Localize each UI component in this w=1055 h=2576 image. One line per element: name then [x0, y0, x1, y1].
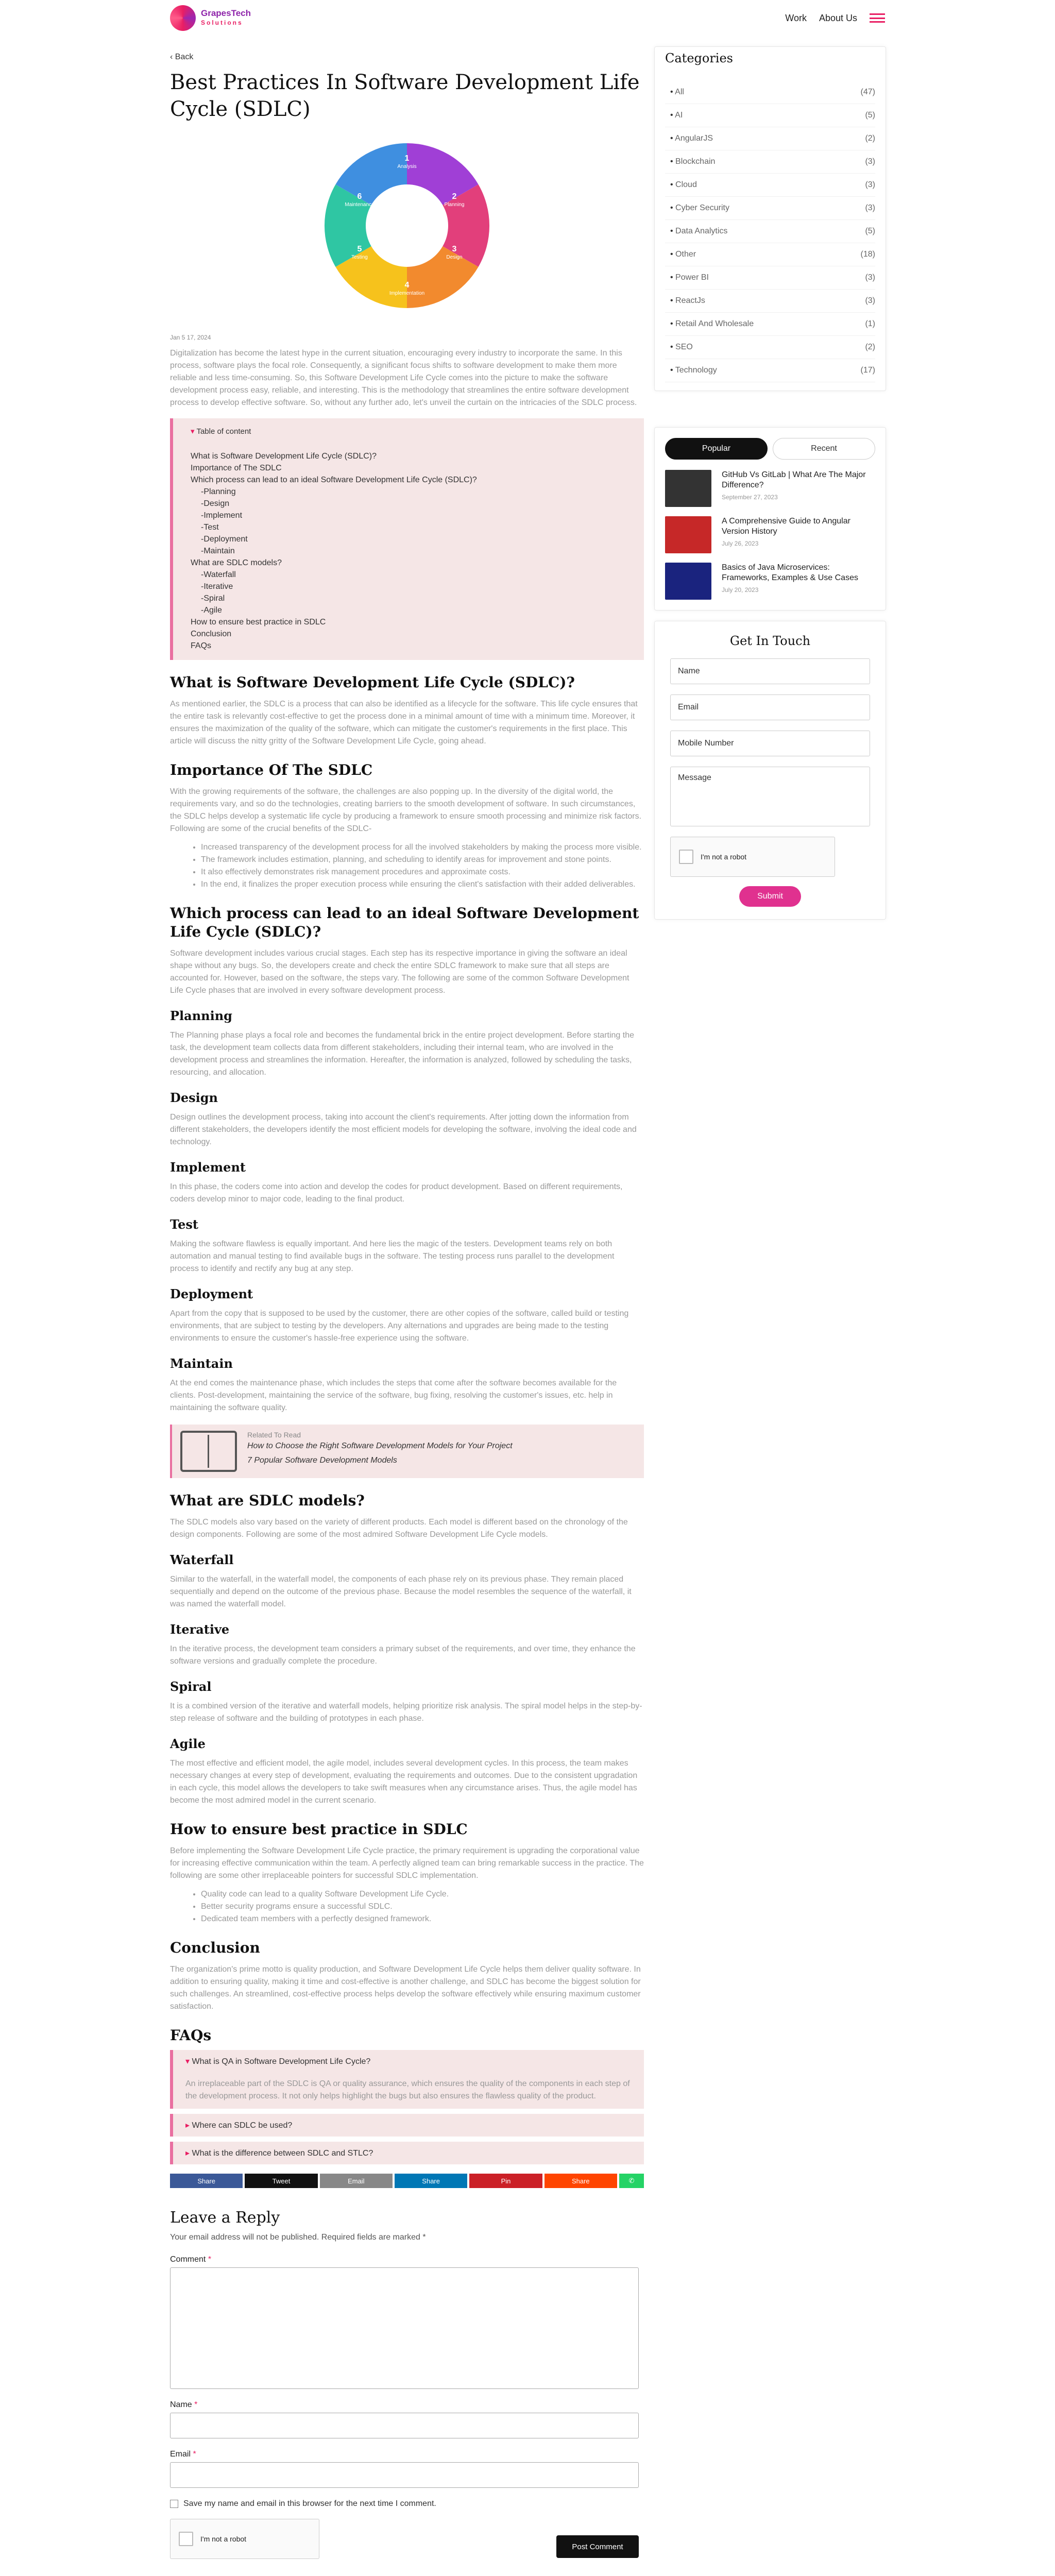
category-name: • SEO: [670, 343, 693, 352]
toc-item[interactable]: -Test: [201, 523, 219, 532]
toc-item[interactable]: -Iterative: [201, 582, 233, 591]
nav-about[interactable]: About Us: [819, 12, 857, 23]
category-item[interactable]: [665, 290, 875, 313]
category-count: (18): [860, 250, 875, 259]
toc-item[interactable]: Which process can lead to an ideal Software Development Life Cycle (SDLC)?: [191, 476, 477, 484]
contact-title: Get In Touch: [729, 634, 811, 648]
heading-maintain: Maintain: [170, 1356, 233, 1371]
para-which: Software development includes various crucial stages. Each step has its respective importance in giving the software an ideal shape without any bugs. So, the developers create and check the entire SDLC framework to make sure that all steps are accounted for. However, based on the software, the steps vary. The following are some of the common Software Development Life Cycle phases that are involved in every software development process.: [170, 949, 629, 995]
category-item[interactable]: [665, 336, 875, 359]
wheel-label: Planning: [444, 202, 465, 208]
toc-item[interactable]: -Spiral: [201, 594, 225, 603]
toc-item[interactable]: -Waterfall: [201, 570, 236, 579]
heading-models: What are SDLC models?: [170, 1492, 365, 1509]
recaptcha-label: I'm not a robot: [701, 853, 747, 861]
svg-text:3: 3: [452, 245, 457, 253]
heading-deployment: Deployment: [170, 1286, 253, 1301]
svg-text:2: 2: [452, 192, 457, 201]
category-name: • Other: [670, 250, 696, 259]
svg-text:1: 1: [404, 154, 410, 163]
comment-field[interactable]: [170, 2267, 639, 2389]
category-item[interactable]: [665, 243, 875, 266]
para-maintain: At the end comes the maintenance phase, which includes the steps that come after the software becomes available for the clients. Post-development, maintaining the service of the software, bug fixing, resolving the customer's issues, etc. help in maintaining the software quality.: [170, 1379, 617, 1412]
toc-item[interactable]: -Design: [201, 499, 230, 508]
heading-importance: Importance Of The SDLC: [170, 761, 373, 778]
svg-text:6: 6: [357, 192, 362, 201]
sidebar-post[interactable]: [665, 470, 875, 507]
heading-design: Design: [170, 1090, 218, 1105]
toc-item[interactable]: How to ensure best practice in SDLC: [191, 618, 326, 626]
post-thumbnail: [665, 470, 711, 507]
para-what: As mentioned earlier, the SDLC is a process that can also be identified as a lifecycle for the software. This life cycle ensures that the entire task is relevantly cost-effective to get the process done in a minimal amount of time with a minimum time. Moreover, it ensures the maximization of the quality of the software, which can mitigate the customer's requirements in the first place. This article will discuss the nitty gritty of the Software Development Life Cycle, going ahead.: [170, 700, 638, 745]
tab-recent[interactable]: Recent: [773, 438, 875, 460]
category-count: (1): [865, 319, 875, 328]
category-item[interactable]: [665, 266, 875, 290]
heading-waterfall: Waterfall: [170, 1552, 234, 1567]
toc-item[interactable]: -Deployment: [201, 535, 248, 544]
category-item[interactable]: [665, 150, 875, 174]
para-models: The SDLC models also vary based on the variety of different products. Each model is different based on the chronology of the design components. Following are some of the most admired Software Development Life Cycle models.: [170, 1518, 628, 1539]
post-thumbnail: [665, 516, 711, 553]
toc-item[interactable]: -Implement: [201, 511, 243, 520]
category-count: (2): [865, 134, 875, 143]
page-title: Best Practices In Software Development Life Cycle (SDLC): [170, 71, 640, 121]
header: [0, 0, 1055, 36]
posts-card: [654, 427, 886, 611]
heading-spiral: Spiral: [170, 1679, 212, 1694]
categories-title: Categories: [665, 51, 733, 65]
category-name: • Retail And Wholesale: [670, 319, 754, 329]
post-title[interactable]: A Comprehensive Guide to Angular Version History: [722, 517, 850, 536]
list-item: • The framework includes estimation, planning, and scheduling to identify areas for improvement and stone points.: [201, 854, 644, 866]
heading-conclusion: Conclusion: [170, 1939, 260, 1956]
category-item[interactable]: [665, 197, 875, 220]
category-name: • AngularJS: [670, 134, 713, 143]
category-count: (3): [865, 204, 875, 212]
faq-answer: An irreplaceable part of the SDLC is QA or quality assurance, which ensures the quality of the components in each step of the development process. It not only helps highlight the bugs but also ensures the flawless quality of the product.: [185, 2079, 630, 2100]
tab-popular[interactable]: Popular: [665, 438, 768, 460]
para-spiral: It is a combined version of the iterative and waterfall models, helping prioritize risk analysis. The spiral model helps in the step-by-step release of software and the building of prototypes in each phase.: [170, 1702, 642, 1723]
category-count: (3): [865, 296, 875, 305]
category-count: (5): [865, 111, 875, 120]
category-count: (3): [865, 180, 875, 189]
toc-item[interactable]: -Maintain: [201, 547, 235, 555]
name-label: Name *: [170, 2400, 198, 2409]
share-bar: [170, 2174, 644, 2188]
related-box: [170, 1425, 644, 1478]
para-planning: The Planning phase plays a focal role and becomes the fundamental brick in the entire project development. Before starting the task, the development team collects data from different stakeholders, including their internal team, who are involved in the development process and streamlines the information. Hereafter, the information is analyzed, followed by scheduling the tasks, resourcing, and allocation.: [170, 1031, 634, 1077]
comment-form: [170, 2209, 644, 2576]
list-item: • In the end, it finalizes the proper execution process while ensuring the client's satisfaction with their added deliverables.: [201, 878, 644, 891]
related-link[interactable]: 7 Popular Software Development Models: [247, 1456, 397, 1465]
related-label: Related To Read: [247, 1431, 301, 1439]
heading-implement: Implement: [170, 1160, 246, 1175]
faq-item[interactable]: [170, 2142, 644, 2164]
para-agile: The most effective and efficient model, the agile model, includes several development cycles. In this process, the team makes necessary changes at every step of development, evaluating the requirements and outcomes. Due to the consistent upgradation in each cycle, this model allows the developers to take swift measures when any circumstance arises. Thus, the agile model has become the most admired model in the current scenario.: [170, 1759, 638, 1805]
email-field[interactable]: [170, 2462, 639, 2488]
email-share-button[interactable]: Email: [320, 2174, 393, 2188]
category-name: • Data Analytics: [670, 227, 727, 236]
sidebar-post[interactable]: [665, 516, 875, 553]
nav-work[interactable]: Work: [785, 12, 807, 23]
wheel-label: Maintenance: [345, 202, 375, 208]
category-item[interactable]: [665, 81, 875, 104]
sdlc-wheel-image: [319, 138, 495, 313]
sidebar: [654, 46, 886, 920]
related-link[interactable]: How to Choose the Right Software Development Models for Your Project: [247, 1442, 513, 1450]
grape-logo-icon: [170, 5, 196, 31]
category-item[interactable]: [665, 104, 875, 127]
category-name: • Cyber Security: [670, 204, 729, 213]
heading-which: Which process can lead to an ideal Software Development Life Cycle (SDLC)?: [170, 905, 639, 940]
faq-question[interactable]: ▸ What is the difference between SDLC and STLC?: [185, 2148, 632, 2158]
wheel-label: Analysis: [397, 164, 417, 170]
contact-name-field[interactable]: Name: [670, 658, 870, 684]
toc-item[interactable]: Conclusion: [191, 630, 232, 638]
para-test: Making the software flawless is equally important. And here lies the magic of the testers. Development teams rely on both automation and manual testing to find available bugs in the software. The testing process runs parallel to the development process to identify and rectify any bug at any step.: [170, 1240, 615, 1273]
post-title[interactable]: Basics of Java Microservices: Frameworks, Examples & Use Cases: [722, 563, 858, 582]
svg-text:5: 5: [357, 245, 362, 253]
faq-question[interactable]: ▸ Where can SDLC be used?: [185, 2120, 632, 2130]
toc-item[interactable]: -Agile: [201, 606, 222, 615]
heading-ensure: How to ensure best practice in SDLC: [170, 1821, 468, 1838]
wheel-label: Implementation: [389, 291, 425, 296]
category-count: (3): [865, 273, 875, 282]
linkedin-share-button[interactable]: Share: [395, 2174, 467, 2188]
menu-icon[interactable]: [870, 13, 885, 23]
category-count: (5): [865, 227, 875, 235]
category-item[interactable]: [665, 359, 875, 382]
brand-logo[interactable]: [170, 5, 251, 31]
heading-test: Test: [170, 1217, 198, 1232]
category-name: • ReactJs: [670, 296, 705, 306]
category-name: • All: [670, 88, 684, 97]
toc-item[interactable]: What is Software Development Life Cycle (SDLC)?: [191, 452, 377, 461]
table-of-contents: [170, 418, 644, 660]
contact-email-field[interactable]: Email: [670, 694, 870, 720]
list-item: • Better security programs ensure a successful SDLC.: [201, 1901, 644, 1913]
post-comment-button[interactable]: Post Comment: [556, 2535, 639, 2558]
save-info-label: Save my name and email in this browser for the next time I comment.: [183, 2499, 436, 2508]
category-item[interactable]: [665, 220, 875, 243]
reply-title: Leave a Reply: [170, 2209, 280, 2227]
heading-what: What is Software Development Life Cycle (SDLC)?: [170, 674, 575, 691]
category-count: (47): [860, 88, 875, 96]
intro-text: Digitalization has become the latest hype in the current situation, encouraging every industry to incorporate the same. In this process, software plays the focal role. Consequently, a significant focus shifts to software development to make them more reliable and less time-consuming. So, this Software Development Life Cycle comes into the picture to make the software development process easy, reliable, and interesting. This is the methodology that streamlines the entire software development process to develop effective software. So, without any further ado, let's unveil the curtain on the intricacies of the SDLC process.: [170, 349, 637, 407]
category-item[interactable]: [665, 313, 875, 336]
article: [170, 46, 644, 2576]
category-item[interactable]: [665, 127, 875, 150]
email-label: Email *: [170, 2450, 196, 2459]
para-iterative: In the iterative process, the development team considers a primary subset of the requirements, and over time, they enhance the software versions and gradually complete the procedure.: [170, 1645, 636, 1666]
para-ensure: Before implementing the Software Development Life Cycle practice, the primary requirement is upgrading the corporational value for increasing effective communication within the team. A perfectly aligned team can bring remarkable success in the practice. The following are some other irreplaceable pointers for successful SDLC implementation.: [170, 1846, 644, 1880]
recaptcha-checkbox[interactable]: [679, 850, 693, 864]
list-item: • Quality code can lead to a quality Software Development Life Cycle.: [201, 1888, 644, 1901]
contact-card: [654, 621, 886, 920]
para-deployment: Apart from the copy that is supposed to be used by the customer, there are other copies of the software, called build or testing environments, that are subject to testing by the developers. Any alternations and upgrades are being made to the testing environments to ensure the customer's hassle-free experience using the software.: [170, 1309, 629, 1343]
toc-item[interactable]: -Planning: [201, 487, 236, 496]
list-item: • It also effectively demonstrates risk management procedures and approximate costs.: [201, 866, 644, 878]
category-name: • AI: [670, 111, 683, 120]
recaptcha-widget: [670, 837, 835, 877]
whatsapp-share-button[interactable]: ✆: [619, 2174, 644, 2188]
recaptcha-label: I'm not a robot: [200, 2535, 247, 2543]
categories-card: [654, 46, 886, 391]
category-name: • Technology: [670, 366, 717, 375]
contact-mobile-field[interactable]: Mobile Number: [670, 731, 870, 756]
toc-toggle[interactable]: ▾ Table of content: [191, 427, 634, 436]
back-link[interactable]: ‹ Back: [170, 53, 194, 61]
category-item[interactable]: [665, 174, 875, 197]
toc-item[interactable]: What are SDLC models?: [191, 558, 282, 567]
category-count: (2): [865, 343, 875, 351]
reddit-share-button[interactable]: Share: [544, 2174, 617, 2188]
heading-planning: Planning: [170, 1008, 232, 1023]
reply-note: Your email address will not be published. Required fields are marked *: [170, 2233, 426, 2242]
list-item: • Dedicated team members with a perfectly designed framework.: [201, 1913, 644, 1925]
heading-iterative: Iterative: [170, 1622, 230, 1637]
post-title[interactable]: GitHub Vs GitLab | What Are The Major Difference?: [722, 470, 866, 489]
para-implement: In this phase, the coders come into action and develop the codes for product development. Based on different requirements, coders develop minor to major code, leading to the final product.: [170, 1182, 623, 1204]
category-name: • Power BI: [670, 273, 709, 282]
submit-button[interactable]: Submit: [739, 886, 801, 907]
list-item: • Increased transparency of the development process for all the involved stakeholders by making the process more visible.: [201, 841, 644, 854]
category-name: • Cloud: [670, 180, 697, 190]
para-importance: With the growing requirements of the software, the challenges are also popping up. In the diversity of the digital world, the requirements vary, and so do the technologies, creating barriers to the smooth development of software. In such circumstances, the SDLC helps develop a systematic life cycle by producing a framework to ensure smooth processing and minimize risk factors. Following are some of the crucial benefits of the SDLC-: [170, 787, 642, 833]
twitter-share-button[interactable]: Tweet: [245, 2174, 317, 2188]
category-count: (3): [865, 157, 875, 166]
toc-item[interactable]: Importance of The SDLC: [191, 464, 282, 472]
book-icon: [180, 1431, 237, 1472]
faq-item[interactable]: [170, 2114, 644, 2137]
back-label: Back: [175, 53, 194, 61]
post-date: Jan 5 17, 2024: [170, 334, 211, 341]
para-design: Design outlines the development process, taking into account the client's requirements. After jotting down the information from different stakeholders, the developers identify the most efficient models for developing the software, involving the ideal code and technology.: [170, 1113, 637, 1146]
wheel-label: Testing: [351, 255, 368, 260]
faq-item[interactable]: [170, 2050, 644, 2109]
name-field[interactable]: [170, 2413, 639, 2438]
toc-item[interactable]: FAQs: [191, 641, 212, 650]
category-count: (17): [860, 366, 875, 375]
para-conclusion: The organization's prime motto is quality production, and Software Development Life Cycle helps them deliver quality software. In addition to ensuring quality, making it time and cost-effective is another challenge, and SDLC has become the biggest solution for such challenges. An streamlined, cost-effective process helps develop the software effectively while ensuring maximum customer satisfaction.: [170, 1965, 641, 2011]
post-thumbnail: [665, 563, 711, 600]
comment-label: Comment *: [170, 2255, 212, 2264]
heading-agile: Agile: [170, 1736, 206, 1751]
heading-faqs: FAQs: [170, 2027, 212, 2044]
recaptcha-checkbox[interactable]: [179, 2532, 193, 2546]
para-waterfall: Similar to the waterfall, in the waterfall model, the components of each phase rely on its previous phase. They remain placed sequentially and depend on the outcome of the previous phase. Because the model resembles the sequence of the waterfall, it was named the waterfall model.: [170, 1575, 632, 1608]
post-date: September 27, 2023: [722, 494, 778, 501]
contact-message-field[interactable]: Message: [670, 767, 870, 826]
save-info-checkbox[interactable]: [170, 2500, 178, 2508]
svg-text:4: 4: [404, 281, 410, 290]
recaptcha-widget: [170, 2519, 319, 2559]
brand-name: GrapesTech: [201, 8, 251, 18]
category-name: • Blockchain: [670, 157, 715, 166]
post-date: July 26, 2023: [722, 540, 759, 547]
sidebar-post[interactable]: [665, 563, 875, 600]
wheel-label: Design: [446, 255, 463, 260]
brand-sub: Solutions: [201, 19, 243, 26]
facebook-share-button[interactable]: Share: [170, 2174, 243, 2188]
post-date: July 20, 2023: [722, 586, 759, 594]
faq-question[interactable]: ▾ What is QA in Software Development Life Cycle?: [185, 2056, 632, 2066]
pinterest-share-button[interactable]: Pin: [469, 2174, 542, 2188]
